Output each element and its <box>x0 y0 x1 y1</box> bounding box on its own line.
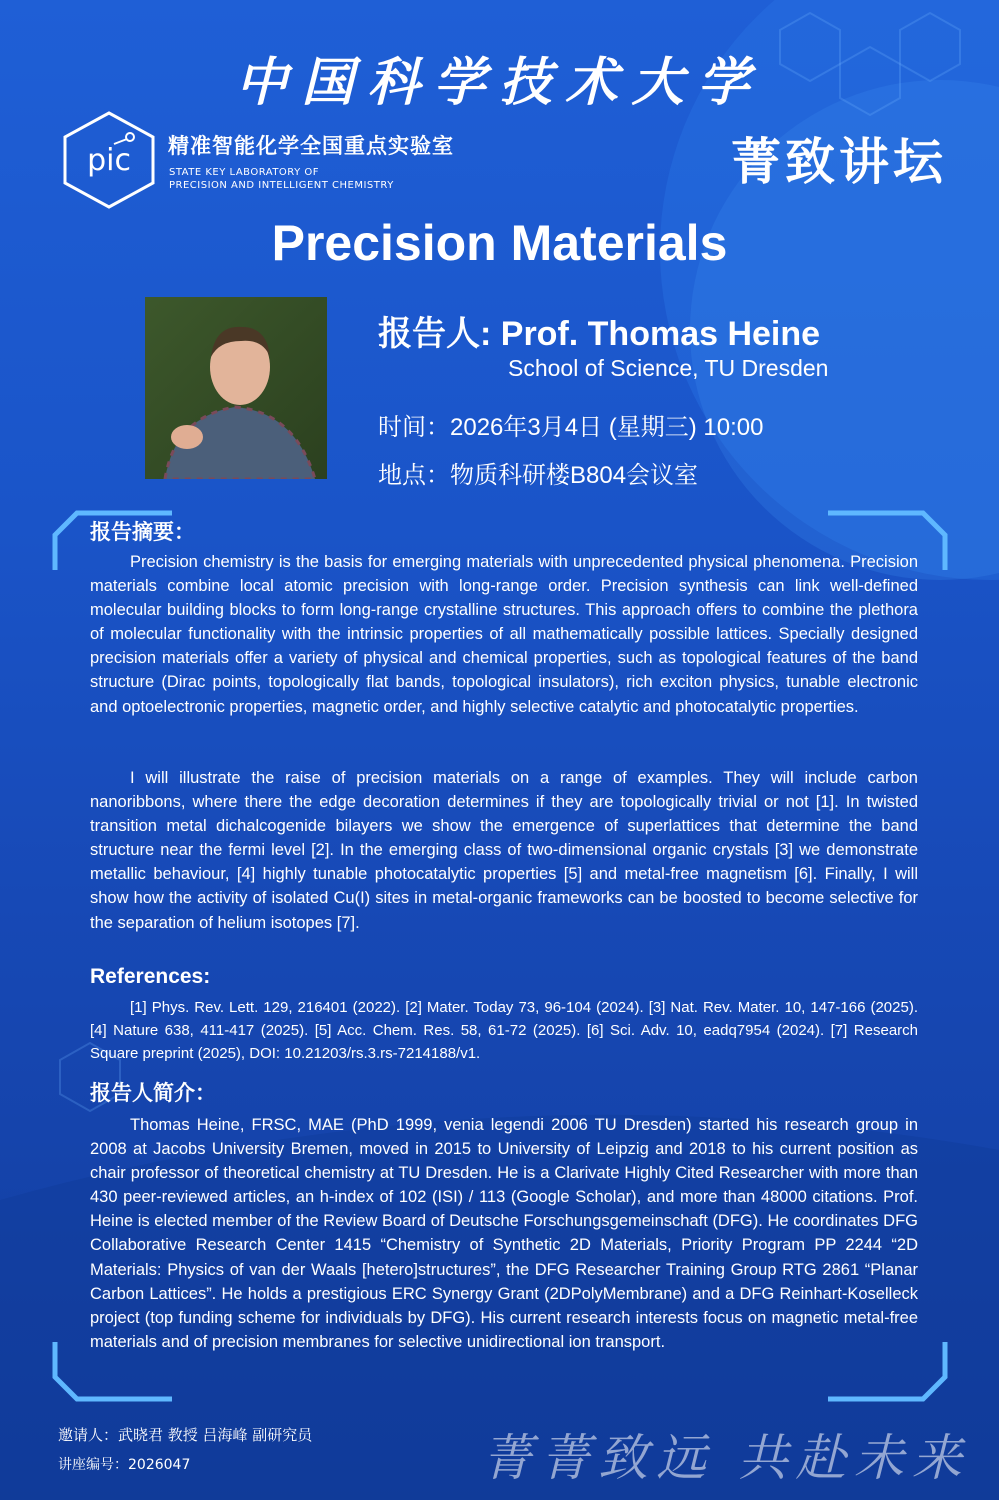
bio-heading: 报告人简介： <box>90 1081 216 1105</box>
lab-name-en-line1: STATE KEY LABORATORY OF <box>169 167 320 178</box>
abstract-paragraph-1: Precision chemistry is the basis for emerging materials with unprecedented physical phenomena. Precision materials combine local atomic precision with long-range order. Precision synthesis can link well-defined molecular building blocks to form long-range crystalline structures. This approach offers to combine the plethora of molecular functionality with the intrinsic properties of all mathematically possible lattices. Specially designed precision materials offer a variety of physical and chemical properties, such as topological features of the band structure (Dirac points, topologically flat bands, topological insulators), rich exciton physics, tunable electronic and optoelectronic properties, magnetic order, and highly selective catalytic and photocatalytic properties. <box>90 553 918 716</box>
talk-time: 时间：2026年3月4日 (星期三) 10:00 <box>378 414 764 441</box>
bio-text: Thomas Heine, FRSC, MAE (PhD 1999, venia legendi 2006 TU Dresden) started his research group in 2008 at Jacobs University Bremen, moved in 2015 to University of Leipzig and 2018 to his current position as chair professor of theoretical chemistry at TU Dresden. He is a Clarivate Highly Cited Researcher with more than 430 peer-reviewed articles, an h-index of 102 (ISI) / 113 (Google Scholar), and more than 48000 citations. Prof. Heine is elected member of the Review Board of Deutsche Forschungsgemeinschaft (DFG). He coordinates DFG Collaborative Research Center 1415 “Chemistry of Synthetic 2D Materials, Priority Program PP 2244 “2D Materials: Physics of van der Waals [hetero]structures”, the DFG Researcher Training Group RTG 2861 “Planar Carbon Lattices”. He holds a prestigious ERC Synergy Grant (2DPolyMembrane) and a DFG Reinhart-Koselleck project (top funding scheme for individuals by DFG). His current research interests focus on magnetic metal-free materials and of precision membranes for selective unidirectional ion transport. <box>90 1116 918 1351</box>
references-heading: References: <box>90 965 211 988</box>
logo-text: pic <box>87 143 131 178</box>
references-text: [1] Phys. Rev. Lett. 129, 216401 (2022). [2] Mater. Today 73, 96-104 (2024). [3] Nat. Rev. Mater. 10, 147-166 (2025). [4] Nature 638, 411-417 (2025). [5] Acc. Chem. Res. 58, 61-72 (2025). [6] Sci. Adv. 10, eadq7954 (2024). [7] Research Square preprint (2025), DOI: 10.21203/rs.3.rs-7214188/v1. <box>90 999 918 1062</box>
speaker-photo <box>145 297 327 479</box>
inviter: 邀请人：武晓君 教授 吕海峰 副研究员 <box>58 1426 313 1444</box>
lecture-number: 讲座编号：2026047 <box>58 1457 191 1473</box>
talk-title: Precision Materials <box>271 215 728 271</box>
abstract-paragraph-2: I will illustrate the raise of precision materials on a range of examples. They will include carbon nanoribbons, where there the edge decoration determines if they are topologically trivial or not [1]. In twisted transition metal dichalcogenide bilayers we show the emergence of superlattices that determine the band structure near the fermi level [2]. In the emerging class of two-dimensional organic crystals [3] we demonstrate metallic behaviour, [4] highly tunable photocatalytic properties [5] and metal-free magnetism [6]. Finally, I will show how the activity of isolated Cu(I) sites in metal-organic frameworks can be boosted to become selective for the separation of helium isotopes [7]. <box>90 769 918 932</box>
speaker-affiliation: School of Science, TU Dresden <box>508 355 829 381</box>
talk-place: 地点：物质科研楼B804会议室 <box>378 462 699 489</box>
lab-name-en-line2: PRECISION AND INTELLIGENT CHEMISTRY <box>169 180 394 191</box>
university-name: 中国科学技术大学 <box>235 52 764 113</box>
abstract-heading: 报告摘要： <box>90 520 195 544</box>
lab-name-cn: 精准智能化学全国重点实验室 <box>168 134 454 158</box>
speaker-name: 报告人: Prof. Thomas Heine <box>378 315 821 353</box>
pic-lab-logo <box>58 110 160 210</box>
forum-name: 菁致讲坛 <box>731 132 947 191</box>
slogan: 菁菁致远 共赴未来 <box>482 1429 970 1487</box>
